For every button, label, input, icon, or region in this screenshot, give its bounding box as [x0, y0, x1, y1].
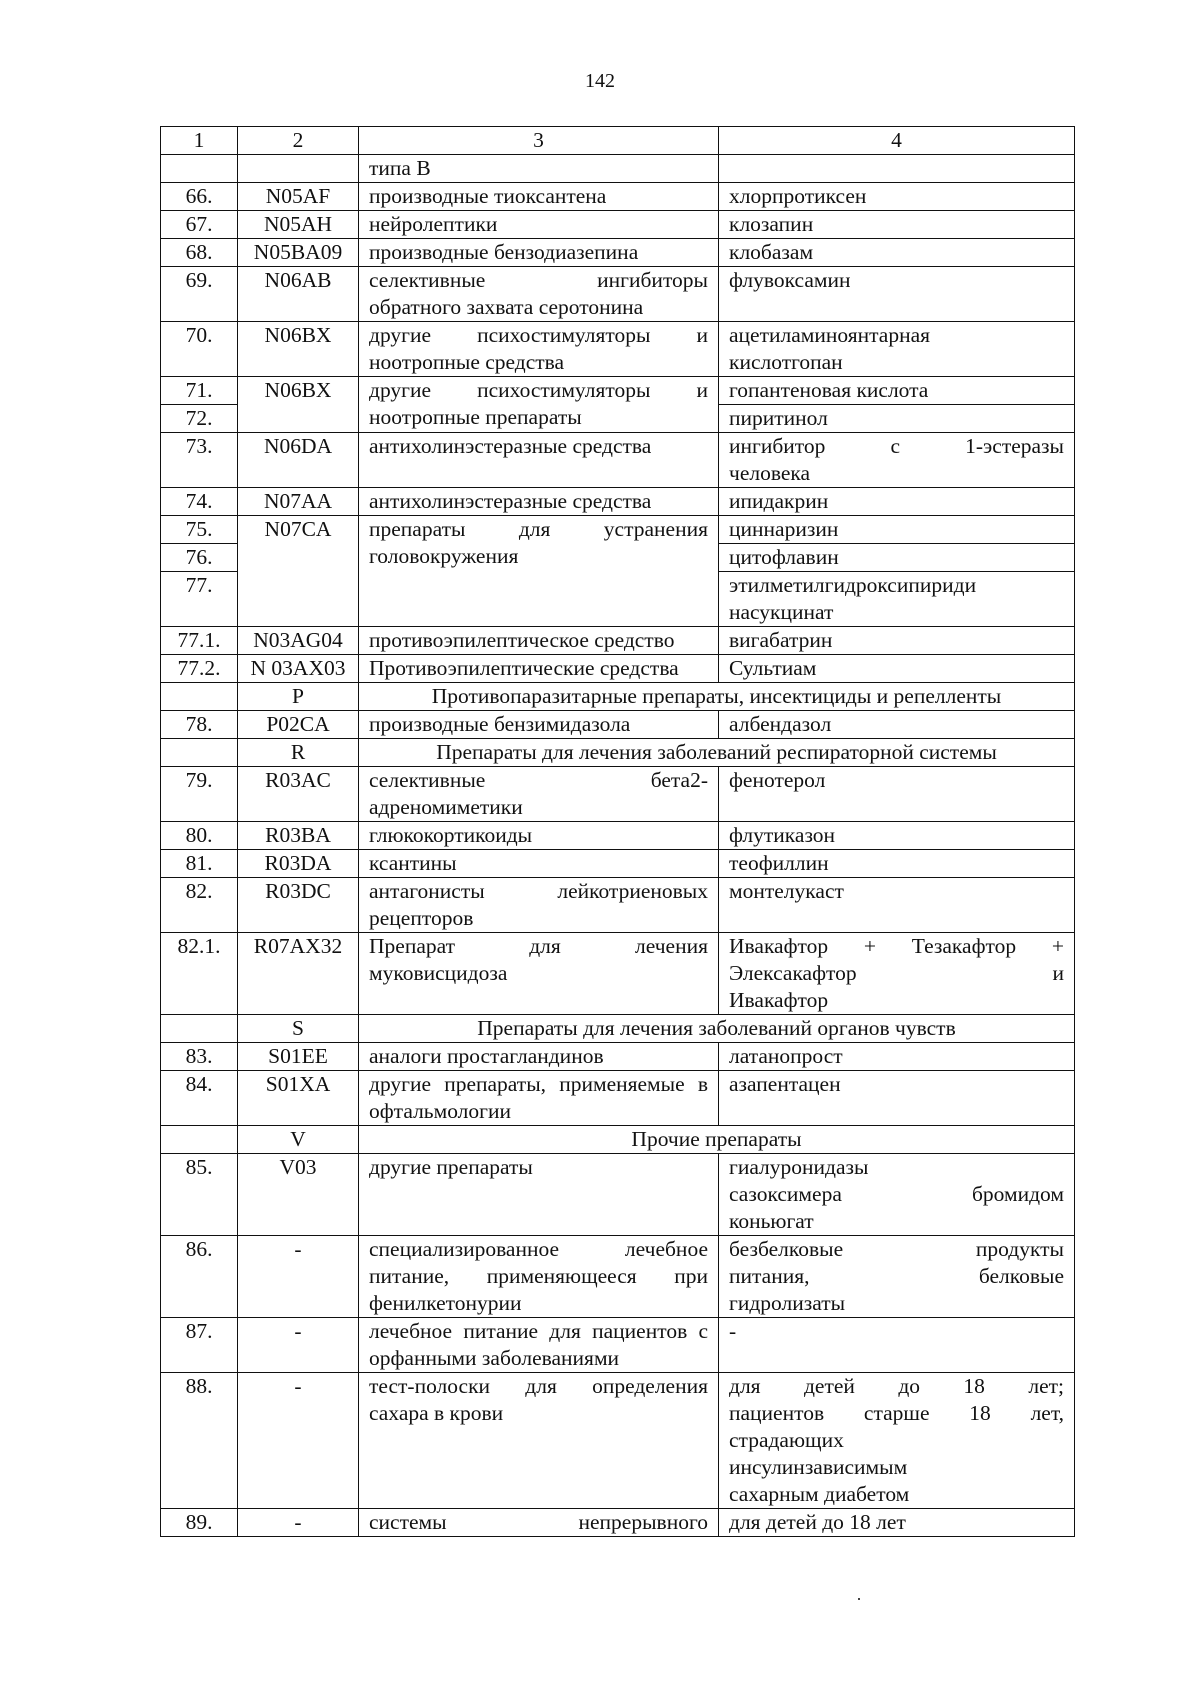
- drug-name-line: Ивакафтор: [729, 988, 829, 1012]
- row-number: 80.: [161, 822, 238, 850]
- drug-group-line: питание, применяющееся при: [369, 1264, 708, 1288]
- drug-group: Противоэпилептические средства: [359, 655, 719, 683]
- row-number: 69.: [161, 267, 238, 322]
- atc-code: N05BA09: [238, 239, 359, 267]
- drug-name-line: страдающих: [729, 1428, 844, 1452]
- drug-name: клозапин: [719, 211, 1075, 239]
- atc-code: R07AX32: [238, 933, 359, 1015]
- table-row: [161, 627, 1075, 655]
- row-number: 67.: [161, 211, 238, 239]
- drug-name-line: ацетиламиноянтарная: [729, 323, 931, 347]
- table-row: [161, 655, 1075, 683]
- drug-name: флутиказон: [719, 822, 1075, 850]
- section-row: [161, 1015, 1075, 1043]
- atc-code: R03BA: [238, 822, 359, 850]
- drug-name: латанопрост: [719, 1043, 1075, 1071]
- section-code: V: [238, 1126, 359, 1154]
- table-row: [161, 1373, 1075, 1509]
- section-code: P: [238, 683, 359, 711]
- drug-group-line: рецепторов: [369, 906, 474, 930]
- table-row: [161, 1043, 1075, 1071]
- row-number: [161, 1126, 238, 1154]
- drug-name: [719, 1236, 1075, 1318]
- table-row: [161, 183, 1075, 211]
- table-row: [161, 377, 1075, 405]
- row-number: 71.: [161, 377, 238, 405]
- drug-group: [359, 878, 719, 933]
- drug-group-line: ноотропные препараты: [369, 405, 582, 429]
- atc-code: S01XA: [238, 1071, 359, 1126]
- row-number: 77.2.: [161, 655, 238, 683]
- drug-name: [719, 572, 1075, 627]
- atc-code: R03DC: [238, 878, 359, 933]
- drug-group-line: другие психостимуляторы и: [369, 323, 708, 347]
- section-title: Препараты для лечения заболеваний органов чувств: [359, 1015, 1075, 1043]
- table-row: [161, 767, 1075, 822]
- row-number: 87.: [161, 1318, 238, 1373]
- drug-name-line: гидролизаты: [729, 1291, 846, 1315]
- drug-name-line: Ивакафтор + Тезакафтор +: [729, 934, 1064, 958]
- header-col-1: 1: [161, 127, 238, 155]
- header-col-4: 4: [719, 127, 1075, 155]
- drug-name: для детей до 18 лет: [719, 1509, 1075, 1537]
- drug-name-line: гиалуронидазы: [729, 1155, 869, 1179]
- atc-code: -: [238, 1318, 359, 1373]
- row-number: 68.: [161, 239, 238, 267]
- row-number: 74.: [161, 488, 238, 516]
- drug-name-line: питания, белковые: [729, 1264, 1064, 1288]
- section-row: [161, 739, 1075, 767]
- table-header-row: [161, 127, 1075, 155]
- atc-code: N06BX: [238, 377, 359, 433]
- row-number: 77.: [161, 572, 238, 627]
- drug-group: [359, 516, 719, 627]
- drug-group: производные бензодиазепина: [359, 239, 719, 267]
- drug-name: [719, 1373, 1075, 1509]
- section-title: Противопаразитарные препараты, инсектициды и репелленты: [359, 683, 1075, 711]
- table-row: [161, 822, 1075, 850]
- drug-name: фенотерол: [719, 767, 1075, 822]
- atc-code: -: [238, 1373, 359, 1509]
- drug-group: антихолинэстеразные средства: [359, 433, 719, 488]
- drug-group: производные бензимидазола: [359, 711, 719, 739]
- table-row: [161, 211, 1075, 239]
- row-number: [161, 155, 238, 183]
- drug-name-line: насукцинат: [729, 600, 834, 624]
- row-number: 81.: [161, 850, 238, 878]
- row-number: 88.: [161, 1373, 238, 1509]
- drug-group-line: селективные бета2-: [369, 768, 708, 792]
- drug-group-line: Препарат для лечения: [369, 934, 708, 958]
- table-row: [161, 850, 1075, 878]
- header-col-2: 2: [238, 127, 359, 155]
- drug-name: [719, 155, 1075, 183]
- drug-table: [160, 126, 1075, 1537]
- row-number: 82.1.: [161, 933, 238, 1015]
- drug-name: гопантеновая кислота: [719, 377, 1075, 405]
- atc-code: N07CA: [238, 516, 359, 627]
- drug-name: циннаризин: [719, 516, 1075, 544]
- row-number: 83.: [161, 1043, 238, 1071]
- table-row: [161, 239, 1075, 267]
- table-row: [161, 267, 1075, 322]
- drug-name: монтелукаст: [719, 878, 1075, 933]
- row-number: [161, 739, 238, 767]
- atc-code: V03: [238, 1154, 359, 1236]
- drug-group-line: фенилкетонурии: [369, 1291, 522, 1315]
- drug-group-line: орфанными заболеваниями: [369, 1346, 620, 1370]
- drug-name-line: инсулинзависимым: [729, 1455, 908, 1479]
- atc-code: R03DA: [238, 850, 359, 878]
- drug-name-line: этилметилгидроксипириди: [729, 573, 977, 597]
- row-number: 82.: [161, 878, 238, 933]
- drug-name: Сультиам: [719, 655, 1075, 683]
- drug-group: [359, 1071, 719, 1126]
- drug-name: [719, 433, 1075, 488]
- section-row: [161, 1126, 1075, 1154]
- table-row: [161, 1509, 1075, 1537]
- table-row: [161, 488, 1075, 516]
- table-row: [161, 1236, 1075, 1318]
- drug-group: [359, 267, 719, 322]
- row-number: 78.: [161, 711, 238, 739]
- row-number: 66.: [161, 183, 238, 211]
- table-row: [161, 1071, 1075, 1126]
- drug-group-line: муковисцидоза: [369, 961, 508, 985]
- drug-name-line: сазоксимера бромидом: [729, 1182, 1064, 1206]
- drug-group-line: ноотропные средства: [369, 350, 565, 374]
- row-number: 85.: [161, 1154, 238, 1236]
- scan-speck: [858, 1598, 860, 1600]
- drug-name: ипидакрин: [719, 488, 1075, 516]
- atc-code: N06DA: [238, 433, 359, 488]
- atc-code: [238, 155, 359, 183]
- drug-group: [359, 1236, 719, 1318]
- drug-group: [359, 1373, 719, 1509]
- section-row: [161, 683, 1075, 711]
- drug-group: [359, 767, 719, 822]
- atc-code: N06BX: [238, 322, 359, 377]
- row-number: 70.: [161, 322, 238, 377]
- drug-group-line: адреномиметики: [369, 795, 523, 819]
- drug-group-line: селективные ингибиторы: [369, 268, 708, 292]
- drug-group: [359, 377, 719, 433]
- table-row: [161, 933, 1075, 1015]
- drug-name: -: [719, 1318, 1075, 1373]
- table-row: [161, 711, 1075, 739]
- row-number: 73.: [161, 433, 238, 488]
- atc-code: N06AB: [238, 267, 359, 322]
- drug-group: антихолинэстеразные средства: [359, 488, 719, 516]
- atc-code: N07AA: [238, 488, 359, 516]
- row-number: [161, 1015, 238, 1043]
- drug-name: азапентацен: [719, 1071, 1075, 1126]
- drug-group-line: системы непрерывного: [369, 1510, 708, 1534]
- drug-name: флувоксамин: [719, 267, 1075, 322]
- drug-group: типа B: [359, 155, 719, 183]
- row-number: 77.1.: [161, 627, 238, 655]
- drug-group: противоэпилептическое средство: [359, 627, 719, 655]
- atc-code: N05AH: [238, 211, 359, 239]
- drug-group: аналоги простагландинов: [359, 1043, 719, 1071]
- drug-group-line: антагонисты лейкотриеновых: [369, 879, 708, 903]
- table-row: [161, 1154, 1075, 1236]
- drug-group: ксантины: [359, 850, 719, 878]
- drug-group: [359, 1318, 719, 1373]
- table-row: [161, 155, 1075, 183]
- drug-name-line: для детей до 18 лет;: [729, 1374, 1064, 1398]
- drug-group-line: тест-полоски для определения: [369, 1374, 708, 1398]
- drug-group: [359, 322, 719, 377]
- drug-name-line: пациентов старше 18 лет,: [729, 1401, 1064, 1425]
- table-row: [161, 516, 1075, 544]
- drug-name: хлорпротиксен: [719, 183, 1075, 211]
- row-number: 84.: [161, 1071, 238, 1126]
- drug-group: другие препараты: [359, 1154, 719, 1236]
- atc-code: S01EE: [238, 1043, 359, 1071]
- drug-name-line: Элексакафтор и: [729, 961, 1064, 985]
- drug-name-line: человека: [729, 461, 811, 485]
- atc-code: -: [238, 1509, 359, 1537]
- atc-code: R03AC: [238, 767, 359, 822]
- drug-name-line: ингибитор с 1-эстеразы: [729, 434, 1064, 458]
- drug-name: албендазол: [719, 711, 1075, 739]
- drug-name: пиритинол: [719, 405, 1075, 433]
- table-row: [161, 433, 1075, 488]
- drug-group-line: лечебное питание для пациентов с: [369, 1319, 708, 1343]
- drug-name: [719, 322, 1075, 377]
- atc-code: N03AG04: [238, 627, 359, 655]
- drug-group-line: головокружения: [369, 544, 519, 568]
- drug-group-line: специализированное лечебное: [369, 1237, 708, 1261]
- drug-name: клобазам: [719, 239, 1075, 267]
- atc-code: N 03AX03: [238, 655, 359, 683]
- drug-name-line: сахарным диабетом: [729, 1482, 910, 1506]
- drug-group-line: офтальмологии: [369, 1099, 511, 1123]
- atc-code: N05AF: [238, 183, 359, 211]
- drug-name: [719, 1154, 1075, 1236]
- table-row: [161, 322, 1075, 377]
- row-number: 72.: [161, 405, 238, 433]
- drug-group-line: препараты для устранения: [369, 517, 708, 541]
- drug-name: цитофлавин: [719, 544, 1075, 572]
- row-number: 89.: [161, 1509, 238, 1537]
- drug-name: теофиллин: [719, 850, 1075, 878]
- drug-group: производные тиоксантена: [359, 183, 719, 211]
- row-number: [161, 683, 238, 711]
- drug-name: [719, 933, 1075, 1015]
- drug-group-line: другие препараты, применяемые в: [369, 1072, 708, 1096]
- header-col-3: 3: [359, 127, 719, 155]
- drug-group: нейролептики: [359, 211, 719, 239]
- row-number: 76.: [161, 544, 238, 572]
- atc-code: -: [238, 1236, 359, 1318]
- drug-name-line: коньюгат: [729, 1209, 814, 1233]
- drug-group-line: сахара в крови: [369, 1401, 504, 1425]
- drug-name-line: безбелковые продукты: [729, 1237, 1064, 1261]
- section-title: Прочие препараты: [359, 1126, 1075, 1154]
- row-number: 86.: [161, 1236, 238, 1318]
- row-number: 79.: [161, 767, 238, 822]
- row-number: 75.: [161, 516, 238, 544]
- section-title: Препараты для лечения заболеваний респираторной системы: [359, 739, 1075, 767]
- drug-group: глюкокортикоиды: [359, 822, 719, 850]
- drug-name-line: кислотгопан: [729, 350, 843, 374]
- section-code: S: [238, 1015, 359, 1043]
- drug-name: вигабатрин: [719, 627, 1075, 655]
- drug-group: [359, 1509, 719, 1537]
- page-number: 142: [585, 70, 615, 92]
- table-row: [161, 878, 1075, 933]
- section-code: R: [238, 739, 359, 767]
- drug-group: [359, 933, 719, 1015]
- table-row: [161, 1318, 1075, 1373]
- drug-group-line: обратного захвата серотонина: [369, 295, 644, 319]
- atc-code: P02CA: [238, 711, 359, 739]
- drug-group-line: другие психостимуляторы и: [369, 378, 708, 402]
